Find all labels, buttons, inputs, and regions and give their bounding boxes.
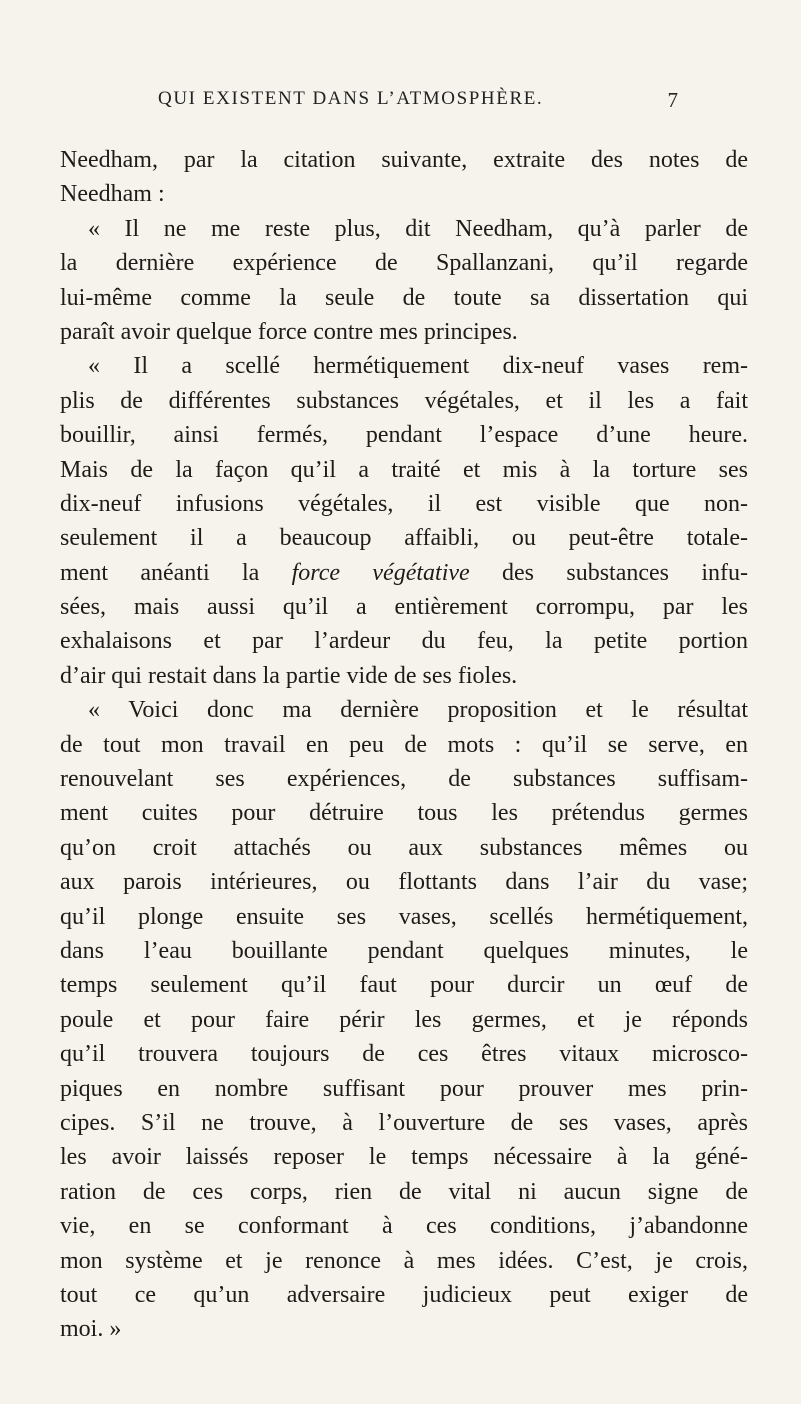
text-line: exhalaisons et par l’ardeur du feu, la petite portion [60,628,748,655]
text-line: tout ce qu’un adversaire judicieux peut exiger de [60,1281,748,1308]
text-line: seulement il a beaucoup affaibli, ou peut-être totale- [60,525,748,552]
text-line: poule et pour faire périr les germes, et je réponds [60,1006,748,1033]
text-line: qu’il trouvera toujours de ces êtres vitaux microsco- [60,1041,748,1068]
text-line: Mais de la façon qu’il a traité et mis à la torture ses [60,456,748,483]
text-line: mon système et je renonce à mes idées. C’est, je crois, [60,1247,748,1274]
text-fragment: ment anéanti la [60,559,260,586]
text-line: « Il a scellé hermétiquement dix-neuf vases rem- [88,353,748,380]
text-line: qu’il plonge ensuite ses vases, scellés hermétiquement, [60,903,748,930]
text-line: dix-neuf infusions végétales, il est visible que non- [60,490,748,517]
text-line: qu’on croit attachés ou aux substances mêmes ou [60,834,748,861]
text-line: « Il ne me reste plus, dit Needham, qu’à parler de [88,215,748,242]
text-line: temps seulement qu’il faut pour durcir un œuf de [60,972,748,999]
text-fragment: des substances infu- [502,559,748,586]
text-line-with-italic [60,556,748,590]
text-line: Needham : [60,181,165,208]
text-line: moi. » [60,1316,122,1343]
text-line: d’air qui restait dans la partie vide de ses fioles. [60,662,518,689]
running-head [158,88,678,116]
text-line: de tout mon travail en peu de mots : qu’il se serve, en [60,731,748,758]
text-line: sées, mais aussi qu’il a entièrement corrompu, par les [60,594,748,621]
text-line: Needham, par la citation suivante, extraite des notes de [60,147,748,173]
text-line: paraît avoir quelque force contre mes principes. [60,318,518,345]
text-line: ment cuites pour détruire tous les prétendus germes [60,800,748,827]
text-line: piques en nombre suffisant pour prouver mes prin- [60,1075,748,1102]
text-line: plis de différentes substances végétales, et il les a fait [60,387,748,414]
text-line: bouillir, ainsi fermés, pendant l’espace d’une heure. [60,422,748,449]
running-title: QUI EXISTENT DANS L’ATMOSPHÈRE. [158,88,544,109]
text-line: ration de ces corps, rien de vital ni aucun signe de [60,1178,748,1205]
text-line: aux parois intérieures, ou flottants dans l’air du vase; [60,869,748,896]
text-line: dans l’eau bouillante pendant quelques minutes, le [60,937,748,964]
text-line: lui-même comme la seule de toute sa dissertation qui [60,284,748,311]
italic-term: force végétative [291,559,470,586]
text-line: renouvelant ses expériences, de substances suffisam- [60,766,748,793]
text-line: vie, en se conformant à ces conditions, j’abandonne [60,1213,748,1240]
text-line: cipes. S’il ne trouve, à l’ouverture de ses vases, après [60,1109,748,1136]
text-line: la dernière expérience de Spallanzani, qu’il regarde [60,250,748,277]
text-line: « Voici donc ma dernière proposition et le résultat [88,697,748,724]
page-number: 7 [667,88,678,112]
text-line: les avoir laissés reposer le temps nécessaire à la géné- [60,1144,748,1171]
body-text [60,143,748,1347]
